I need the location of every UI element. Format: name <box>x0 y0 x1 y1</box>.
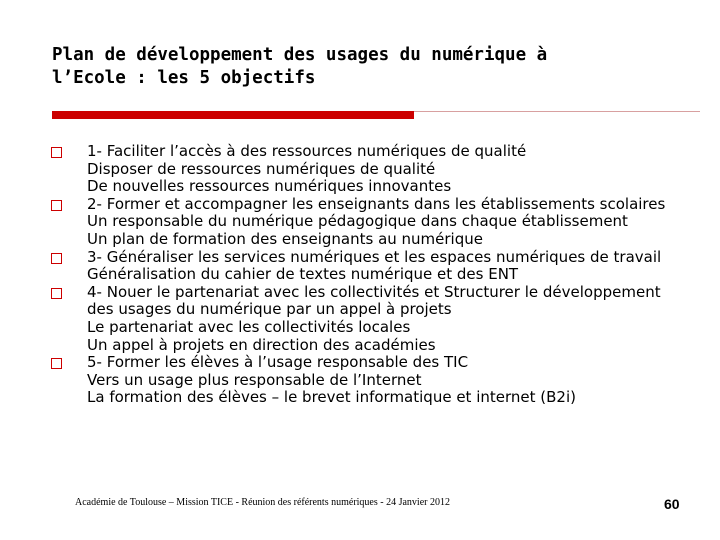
slide-title <box>52 44 692 90</box>
slide-title-line-1: Plan de développement des usages du numérique à <box>52 45 548 65</box>
objective-2: 2- Former et accompagner les enseignants dans les établissements scolaires <box>87 196 667 214</box>
objective-5-detail-2: La formation des élèves – le brevet informatique et internet (B2i) <box>87 388 576 407</box>
square-bullet-icon <box>51 147 62 158</box>
objective-5-detail-1: Vers un usage plus responsable de l’Internet <box>87 370 422 389</box>
objectives-list <box>87 143 667 407</box>
objective-2-detail-2: Un plan de formation des enseignants au numérique <box>87 229 483 248</box>
objective-4-detail-2: Un appel à projets en direction des académies <box>87 335 436 354</box>
objective-1-detail-2: De nouvelles ressources numériques innovantes <box>87 177 452 196</box>
square-bullet-icon <box>51 200 62 211</box>
square-bullet-icon <box>51 358 62 369</box>
page-number: 60 <box>664 496 680 512</box>
slide-footer: Académie de Toulouse – Mission TICE - Réunion des référents numériques - 24 Janvier 2012 <box>75 497 450 508</box>
title-accent-bar <box>52 111 414 119</box>
slide-title-line-2: l’Ecole : les 5 objectifs <box>52 68 316 88</box>
square-bullet-icon <box>51 288 62 299</box>
objective-4: 4- Nouer le partenariat avec les collectivités et Structurer le développement des usages du numérique par un appel à projets <box>87 284 667 319</box>
objective-3: 3- Généraliser les services numériques et les espaces numériques de travail <box>87 249 667 267</box>
square-bullet-icon <box>51 253 62 264</box>
objective-1: 1- Faciliter l’accès à des ressources numériques de qualité <box>87 143 667 161</box>
objective-1-detail-1: Disposer de ressources numériques de qualité <box>87 159 436 178</box>
objective-4-detail-1: Le partenariat avec les collectivités locales <box>87 317 411 336</box>
objective-2-detail-1: Un responsable du numérique pédagogique dans chaque établissement <box>87 212 628 231</box>
objective-5: 5- Former les élèves à l’usage responsable des TIC <box>87 354 667 372</box>
objective-3-detail-1: Généralisation du cahier de textes numérique et des ENT <box>87 265 519 284</box>
